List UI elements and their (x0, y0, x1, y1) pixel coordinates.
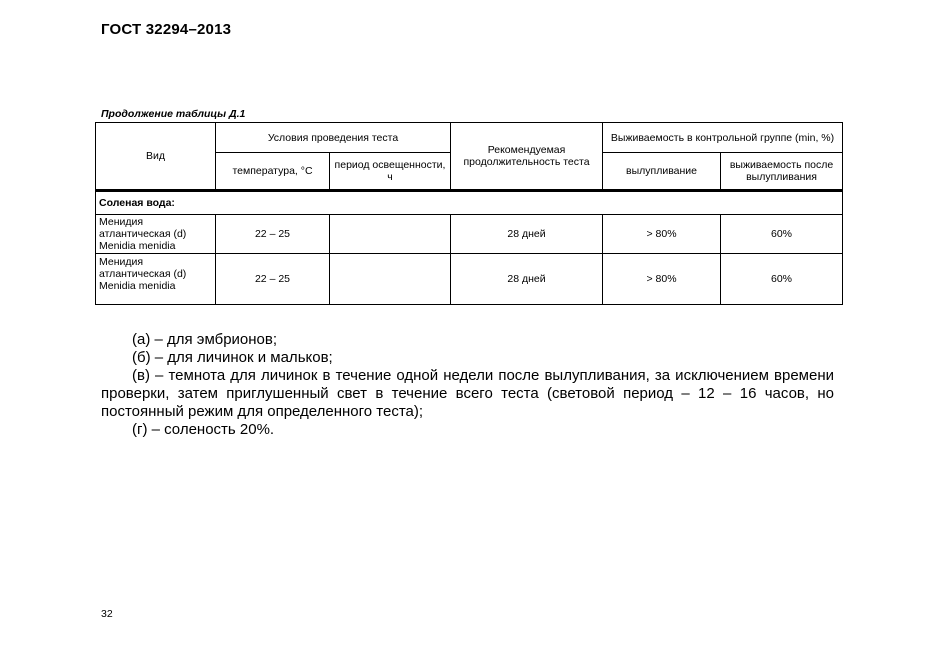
section-salt-water: Соленая вода: (96, 191, 843, 215)
header-hatching: вылупливание (603, 153, 721, 191)
temperature-cell: 22 – 25 (216, 215, 330, 254)
species-latin-name: Menidia menidia (99, 280, 176, 292)
species-cell (96, 215, 216, 254)
species-name-line: Менидия (99, 256, 144, 268)
illumination-cell (330, 254, 451, 305)
table-notes (101, 331, 834, 439)
table-row (96, 215, 843, 254)
species-name-line: атлантическая (d) (99, 268, 187, 280)
temperature-cell: 22 – 25 (216, 254, 330, 305)
species-name-line: атлантическая (d) (99, 228, 187, 240)
illumination-cell (330, 215, 451, 254)
note-item: (а) – для эмбрионов; (132, 331, 278, 348)
survival-cell: 60% (721, 254, 843, 305)
table-caption: Продолжение таблицы Д.1 (101, 108, 246, 120)
hatching-cell: > 80% (603, 254, 721, 305)
species-latin-name: Menidia menidia (99, 240, 176, 252)
header-survival-after: выживаемость после вылупливания (721, 153, 843, 191)
header-temperature: температура, °С (216, 153, 330, 191)
page-number: 32 (101, 608, 113, 620)
duration-cell: 28 дней (451, 215, 603, 254)
note-item: (в) – темнота для личинок в течение одной недели после вылупливания, за исключением времени проверки, затем приглушенный свет в течение всего теста (световой период – 12 – 16 часов, но постоянный режим для определенного теста); (101, 367, 834, 420)
note-item: (г) – соленость 20%. (132, 421, 275, 438)
header-conditions: Условия проведения теста (216, 123, 451, 153)
data-table (95, 122, 843, 305)
species-name-line: Менидия (99, 216, 144, 228)
hatching-cell: > 80% (603, 215, 721, 254)
header-duration: Рекомендуемая продолжительность теста (451, 123, 603, 191)
species-cell (96, 254, 216, 305)
duration-cell: 28 дней (451, 254, 603, 305)
header-species: Вид (96, 123, 216, 191)
table-row (96, 254, 843, 305)
header-survival: Выживаемость в контрольной группе (min, %) (603, 123, 843, 153)
header-illumination: период освещенности, ч (330, 153, 451, 191)
document-header-title: ГОСТ 32294–2013 (101, 21, 232, 38)
survival-cell: 60% (721, 215, 843, 254)
note-item: (б) – для личинок и мальков; (132, 349, 333, 366)
